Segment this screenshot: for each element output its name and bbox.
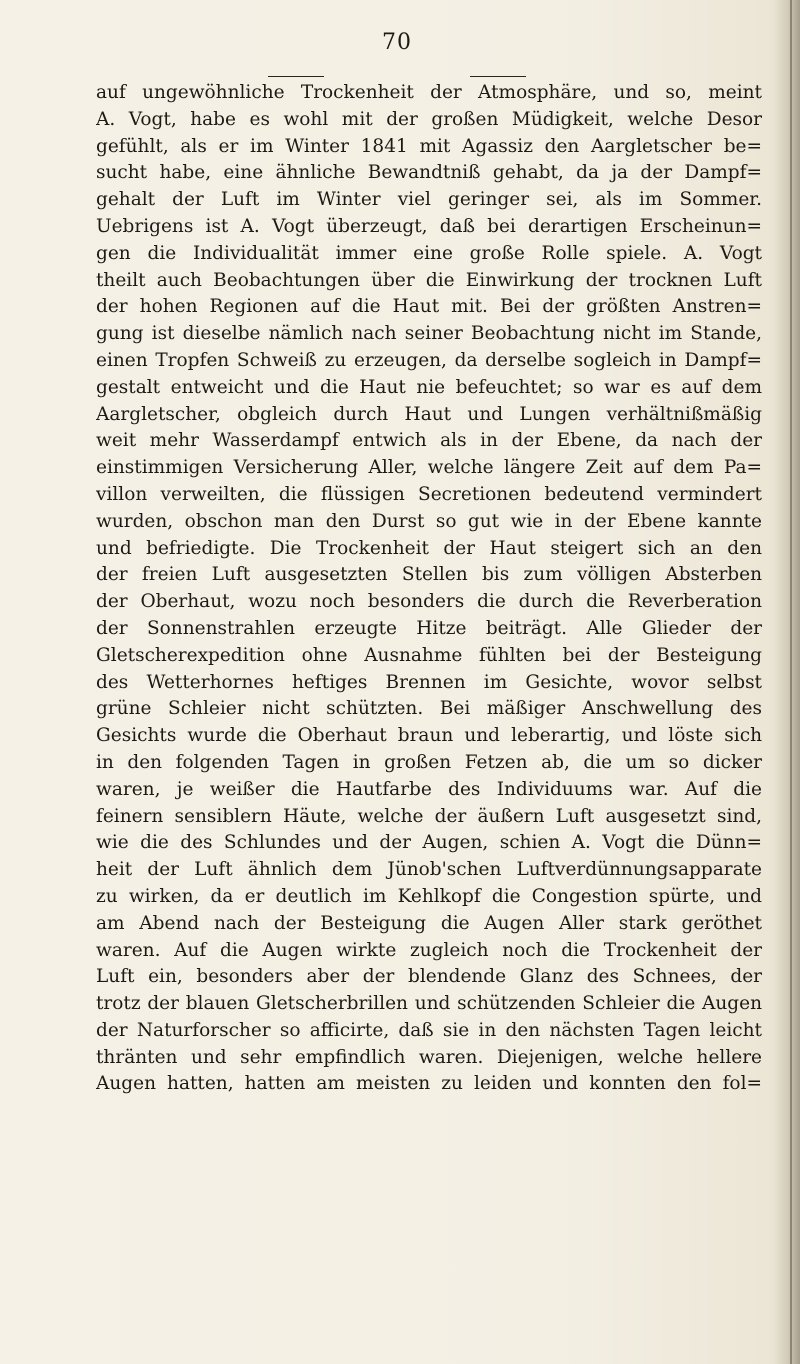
text-line: in den folgenden Tagen in großen Fetzen ab, die um so dicker	[96, 751, 762, 773]
text-line: wie die des Schlundes und der Augen, schien A. Vogt die Dünn=	[96, 832, 762, 854]
page-number: 70	[382, 30, 412, 55]
text-line: villon verweilten, die flüssigen Secretionen bedeutend vermindert	[96, 483, 762, 505]
text-line: zu wirken, da er deutlich im Kehlkopf die Congestion spürte, und	[96, 885, 762, 907]
text-line: einstimmigen Versicherung Aller, welche längere Zeit auf dem Pa=	[96, 457, 762, 479]
text-line: Augen hatten, hatten am meisten zu leiden und konnten den fol=	[96, 1073, 762, 1095]
text-line: gehalt der Luft im Winter viel geringer sei, als im Sommer.	[96, 189, 762, 211]
page-edge-line	[790, 0, 792, 1364]
text-line: Aargletscher, obgleich durch Haut und Lungen verhältnißmäßig	[96, 403, 762, 425]
text-line: grüne Schleier nicht schützten. Bei mäßiger Anschwellung des	[96, 698, 762, 720]
text-line: theilt auch Beobachtungen über die Einwirkung der trocknen Luft	[96, 269, 762, 291]
text-line: der Oberhaut, wozu noch besonders die durch die Reverberation	[96, 591, 762, 613]
text-line: auf ungewöhnliche Trockenheit der Atmosphäre, und so, meint	[96, 82, 762, 103]
text-line: gefühlt, als er im Winter 1841 mit Agassiz den Aargletscher be=	[96, 135, 762, 157]
text-line: Luft ein, besonders aber der blendende Glanz des Schnees, der	[96, 966, 762, 988]
text-line: Gesichts wurde die Oberhaut braun und leberartig, und löste sich	[96, 725, 762, 747]
text-line: heit der Luft ähnlich dem Jünob'schen Luftverdünnungsapparate	[96, 859, 762, 881]
text-line: der hohen Regionen auf die Haut mit. Bei der größten Anstren=	[96, 296, 762, 318]
text-line: einen Tropfen Schweiß zu erzeugen, da derselbe sogleich in Dampf=	[96, 349, 762, 371]
text-line: gen die Individualität immer eine große Rolle spiele. A. Vogt	[96, 242, 762, 264]
text-line: weit mehr Wasserdampf entwich als in der Ebene, da nach der	[96, 430, 762, 452]
text-line: der freien Luft ausgesetzten Stellen bis zum völligen Absterben	[96, 564, 762, 586]
text-line: des Wetterhornes heftiges Brennen im Gesichte, wovor selbst	[96, 671, 762, 693]
text-line: gestalt entweicht und die Haut nie befeuchtet; so war es auf dem	[96, 376, 762, 398]
text-line: gung ist dieselbe nämlich nach seiner Beobachtung nicht im Stande,	[96, 323, 762, 345]
text-line: und befriedigte. Die Trockenheit der Haut steigert sich an den	[96, 537, 762, 559]
text-line: waren, je weißer die Hautfarbe des Individuums war. Auf die	[96, 778, 762, 800]
body-text	[96, 80, 762, 1098]
text-line: der Naturforscher so afficirte, daß sie in den nächsten Tagen leicht	[96, 1019, 762, 1041]
text-line: trotz der blauen Gletscherbrillen und schützenden Schleier die Augen	[96, 993, 762, 1015]
text-line: feinern sensiblern Häute, welche der äußern Luft ausgesetzt sind,	[96, 805, 762, 827]
text-line: wurden, obschon man den Durst so gut wie in der Ebene kannte	[96, 510, 762, 532]
header-rule-left	[268, 76, 324, 77]
text-line: sucht habe, eine ähnliche Bewandtniß gehabt, da ja der Dampf=	[96, 162, 762, 184]
text-line: der Sonnenstrahlen erzeugte Hitze beiträgt. Alle Glieder der	[96, 617, 762, 639]
text-line: am Abend nach der Besteigung die Augen Aller stark geröthet	[96, 912, 762, 934]
text-line: Gletscherexpedition ohne Ausnahme fühlten bei der Besteigung	[96, 644, 762, 666]
text-line: waren. Auf die Augen wirkte zugleich noch die Trockenheit der	[96, 939, 762, 961]
text-line: Uebrigens ist A. Vogt überzeugt, daß bei derartigen Erscheinun=	[96, 215, 762, 237]
header-rule-right	[470, 76, 526, 77]
text-line: thränten und sehr empfindlich waren. Diejenigen, welche hellere	[96, 1046, 762, 1068]
text-line: A. Vogt, habe es wohl mit der großen Müdigkeit, welche Desor	[96, 108, 762, 130]
page-edge-shadow	[774, 0, 800, 1364]
